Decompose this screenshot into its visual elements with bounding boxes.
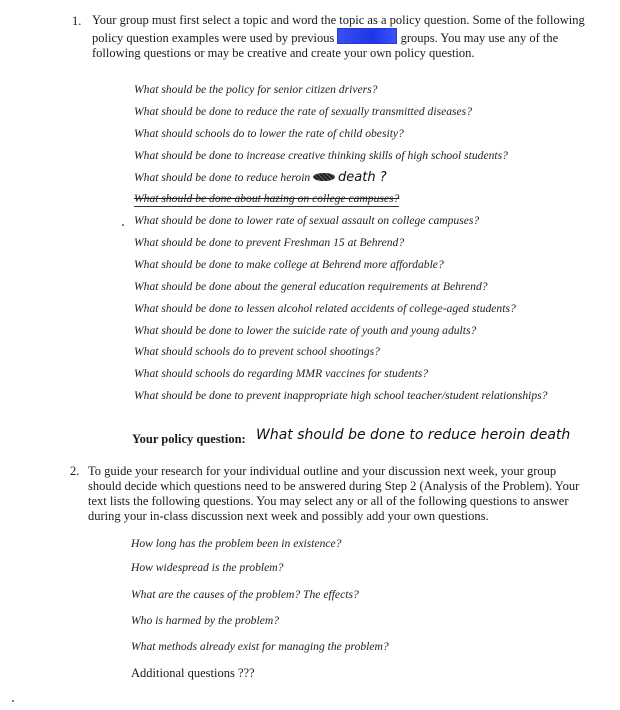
- margin-dot: [12, 700, 14, 702]
- question-item: What should be the policy for senior citizen drivers?: [134, 83, 378, 96]
- analysis-question: How long has the problem been in existence?: [131, 537, 342, 550]
- redaction-block: [337, 28, 397, 44]
- analysis-question: How widespread is the problem?: [131, 561, 284, 574]
- question-text: What should be done to reduce heroin: [134, 171, 311, 184]
- additional-questions: Additional questions ???: [131, 666, 255, 680]
- question-item: What should be done to lower the suicide rate of youth and young adults?: [134, 324, 477, 337]
- section1-intro: [92, 13, 592, 61]
- section1-intro-part2: groups. You may use any of the following questions or may be creative and create your own policy question.: [92, 31, 559, 60]
- question-item: What should schools do to lower the rate of child obesity?: [134, 127, 404, 140]
- policy-question-answer: What should be done to reduce heroin death: [256, 427, 571, 443]
- question-item: What should be done to reduce the rate of sexually transmitted diseases?: [134, 105, 472, 118]
- policy-question-label: Your policy question:: [132, 432, 246, 446]
- handwritten-addition: death ?: [338, 170, 387, 185]
- question-item: What should be done to lessen alcohol related accidents of college-aged students?: [134, 302, 516, 315]
- question-item-annotated: [134, 170, 387, 185]
- section2-number: 2.: [70, 464, 80, 478]
- section2-intro: To guide your research for your individual outline and your discussion next week, your group should decide which questions need to be answered during Step 2 (Analysis of the Problem). Your text lists the following questions. You may select any or all of the following questions to answer during your in-class discussion next week and possibly add your own questions.: [88, 464, 580, 523]
- section1-intro-part1: Your group must first select a topic and word the topic as a policy question. Some of the following policy question examples were used by previous: [92, 13, 585, 45]
- analysis-question: What are the causes of the problem? The effects?: [131, 588, 359, 601]
- question-item: What should be done to make college at Behrend more affordable?: [134, 258, 444, 271]
- pen-dot: [122, 224, 124, 226]
- section1-number: 1.: [72, 14, 82, 28]
- question-item: What should be done to prevent inappropriate high school teacher/student relationships?: [134, 389, 548, 402]
- analysis-question: Who is harmed by the problem?: [131, 614, 280, 627]
- question-item: What should be done to prevent Freshman 15 at Behrend?: [134, 236, 405, 249]
- question-item-crossed: What should be done about hazing on college campuses?: [134, 192, 400, 205]
- question-item: What should be done about the general education requirements at Behrend?: [134, 280, 488, 293]
- question-item: What should schools do to prevent school shootings?: [134, 345, 380, 358]
- question-item: What should be done to increase creative thinking skills of high school students?: [134, 149, 508, 162]
- question-item: What should be done to lower rate of sexual assault on college campuses?: [134, 214, 480, 227]
- scribbled-out-word: [313, 173, 335, 181]
- question-item: What should schools do regarding MMR vaccines for students?: [134, 367, 429, 380]
- analysis-question: What methods already exist for managing the problem?: [131, 640, 389, 653]
